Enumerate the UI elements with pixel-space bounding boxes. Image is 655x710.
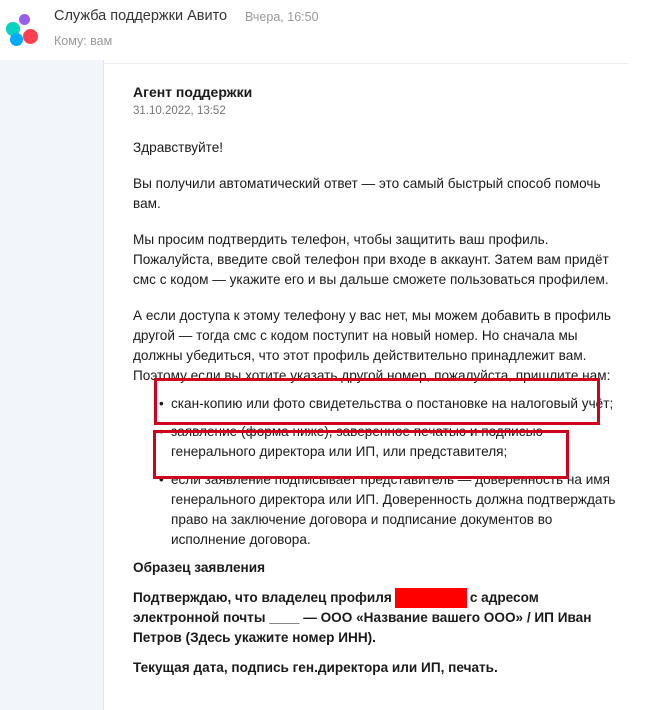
- paragraph-1: Вы получили автоматический ответ — это самый быстрый способ помочь вам.: [133, 176, 601, 211]
- list-item: • скан-копию или фото свидетельства о постановке на налоговый учёт;: [159, 396, 614, 411]
- agent-date: 31.10.2022, 13:52: [133, 105, 226, 117]
- highlight-box: [154, 378, 600, 425]
- divider: [103, 63, 628, 64]
- recipient-line[interactable]: Кому: вам: [54, 34, 113, 48]
- avito-logo-icon: [6, 14, 40, 48]
- agent-name: Агент поддержки: [133, 84, 253, 100]
- confirm-statement: Подтверждаю, что владелец профиля с адресом электронной почты ____ — ООО «Название вашего ООО» / ИП Иван Петров (Здесь укажите номер ИНН).: [133, 590, 592, 645]
- message-header: [0, 0, 655, 52]
- highlight-box: [153, 430, 569, 479]
- redaction-box: [395, 588, 467, 608]
- paragraph-2: Мы просим подтвердить телефон, чтобы защитить ваш профиль. Пожалуйста, введите свой телефон при входе в аккаунт. Затем вам придёт смс с кодом — укажите его и вы дальше сможете пользоваться профилем.: [133, 232, 609, 287]
- quote-sidebar: [0, 60, 104, 710]
- list-item: • заявление (форма ниже), заверенное печатью и подписью генерального директора или ИП, или представителя;: [159, 424, 543, 459]
- greeting: Здравствуйте!: [133, 140, 224, 155]
- paragraph-3: А если доступа к этому телефону у вас нет, мы можем добавить в профиль другой — тогда смс с кодом поступит на новый номер. Но сначала мы должны убедиться, что этот профиль действительно принадлежит вам. Поэтому если вы хотите указать другой номер, пожалуйста, пришлите нам:: [133, 308, 612, 383]
- sample-title: Образец заявления: [133, 560, 266, 575]
- signature-line: Текущая дата, подпись ген.директора или ИП, печать.: [133, 660, 498, 675]
- list-item: • если заявление подписывает представитель — доверенность на имя генерального директора или ИП. Доверенность должна подтверждать право на заключение договора и подписание документов во исполнение договора.: [159, 472, 616, 547]
- sender-name[interactable]: Служба поддержки Авито: [54, 8, 228, 24]
- message-time: Вчера, 16:50: [245, 10, 319, 24]
